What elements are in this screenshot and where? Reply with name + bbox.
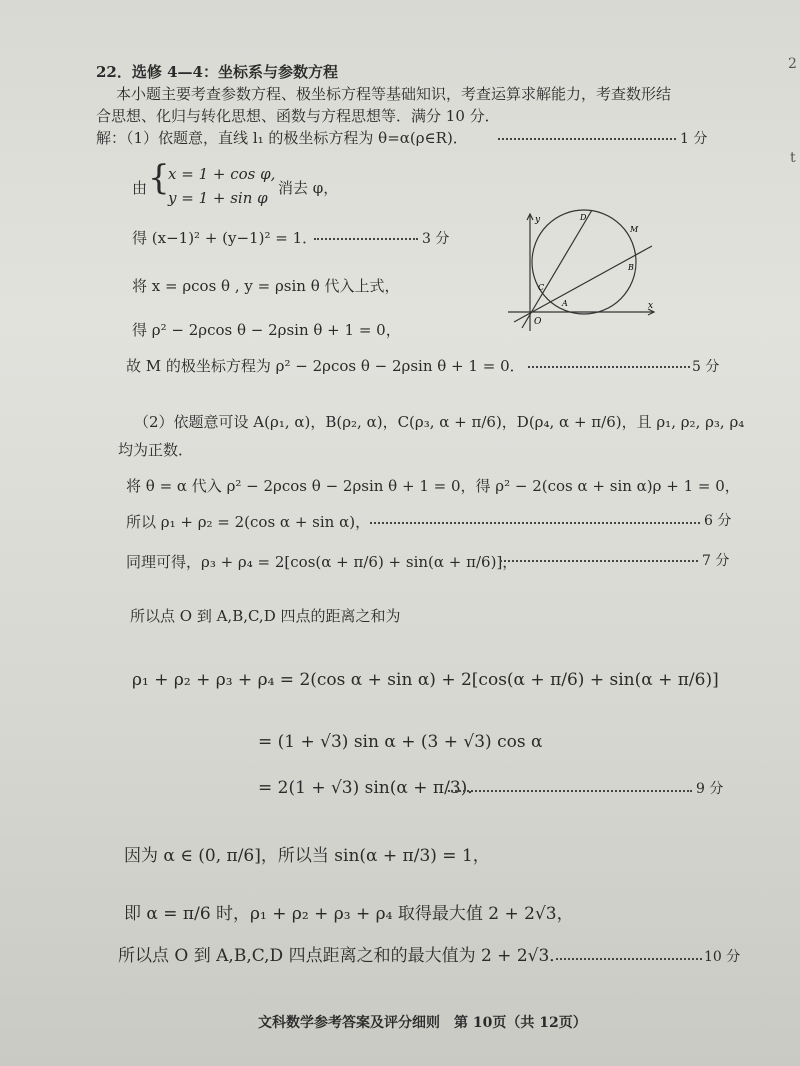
label-a: A: [562, 299, 568, 308]
score-3: 3 分: [422, 231, 450, 247]
solution-line-17: 即 α = π/6 时，ρ₁ + ρ₂ + ρ₃ + ρ₄ 取得最大值 2 + 2√3，: [124, 904, 574, 924]
page-footer: 文科数学参考答案及评分细则 第 10页（共 12页）: [258, 1015, 587, 1031]
solution-line-4: 将 x = ρcos θ , y = ρsin θ 代入上式，: [132, 277, 400, 295]
label-m: M: [630, 225, 639, 234]
score-leader: [500, 560, 698, 562]
solution-line-11: 同理可得，ρ₃ + ρ₄ = 2[cos(α + π/6) + sin(α + π/6)]，: [126, 553, 518, 571]
brace: {: [148, 158, 170, 198]
solution-line-14: = (1 + √3) sin α + (3 + √3) cos α: [258, 732, 543, 752]
circle-figure: [488, 206, 664, 336]
solution-line-16: 因为 α ∈ (0, π/6]，所以当 sin(α + π/3) = 1，: [124, 846, 490, 866]
solution-line-15: = 2(1 + √3) sin(α + π/3)．: [258, 778, 485, 798]
circle-m: [532, 210, 636, 314]
problem-intro-line2: 合思想、化归与转化思想、函数与方程思想等．满分 10 分．: [96, 107, 500, 125]
score-5: 5 分: [692, 359, 720, 375]
label-y: y: [535, 215, 541, 225]
score-leader: [556, 958, 702, 960]
label-c: C: [538, 283, 545, 292]
solution-line-10: 所以 ρ₁ + ρ₂ = 2(cos α + sin α)，: [126, 513, 371, 531]
score-10: 10 分: [704, 949, 741, 965]
solution-line-7: （2）依题意可设 A(ρ₁, α)，B(ρ₂, α)，C(ρ₃, α + π/6)，D(ρ₄, α + π/6)，且 ρ₁, ρ₂, ρ₃, ρ₄: [134, 413, 745, 431]
score-leader: [528, 366, 690, 368]
solution-line-2-suffix: 消去 φ，: [278, 179, 339, 197]
score-leader: [498, 138, 676, 140]
label-x: x: [648, 301, 654, 311]
solution-line-9: 将 θ = α 代入 ρ² − 2ρcos θ − 2ρsin θ + 1 = 0，得 ρ² − 2(cos α + sin α)ρ + 1 = 0，: [126, 477, 740, 495]
solution-line-18: 所以点 O 到 A,B,C,D 四点距离之和的最大值为 2 + 2√3．: [118, 946, 567, 966]
solution-line-3: 得 (x−1)² + (y−1)² = 1．: [132, 229, 318, 247]
solution-line-6: 故 M 的极坐标方程为 ρ² − 2ρcos θ − 2ρsin θ + 1 = 0．: [126, 357, 525, 375]
score-7: 7 分: [702, 553, 730, 569]
solution-line-8: 均为正数．: [118, 441, 194, 459]
solution-line-1: 解：（1）依题意，直线 l₁ 的极坐标方程为 θ=α(ρ∈R)．: [96, 129, 468, 147]
problem-title: 22．选修 4—4：坐标系与参数方程: [96, 63, 338, 81]
label-o: O: [534, 317, 542, 327]
score-1: 1 分: [680, 131, 708, 147]
edge-text-mid: t: [790, 150, 796, 166]
score-9: 9 分: [696, 781, 724, 797]
score-leader: [370, 522, 700, 524]
solution-line-13: ρ₁ + ρ₂ + ρ₃ + ρ₄ = 2(cos α + sin α) + 2[cos(α + π/6) + sin(α + π/6)]: [132, 670, 719, 690]
solution-line-12: 所以点 O 到 A,B,C,D 四点的距离之和为: [130, 607, 401, 625]
score-leader: [448, 790, 692, 792]
label-d: D: [580, 213, 587, 222]
score-6: 6 分: [704, 513, 732, 529]
problem-intro-line1: 本小题主要考查参数方程、极坐标方程等基础知识，考查运算求解能力，考查数形结: [116, 85, 672, 103]
solution-line-5: 得 ρ² − 2ρcos θ − 2ρsin θ + 1 = 0，: [132, 321, 401, 339]
system-eq-1: x = 1 + cos φ,: [168, 165, 276, 183]
solution-line-2-prefix: 由: [132, 179, 148, 197]
label-b: B: [628, 263, 634, 272]
edge-text-top: 2: [788, 56, 797, 72]
system-eq-2: y = 1 + sin φ: [168, 189, 268, 207]
score-leader: [314, 238, 418, 240]
